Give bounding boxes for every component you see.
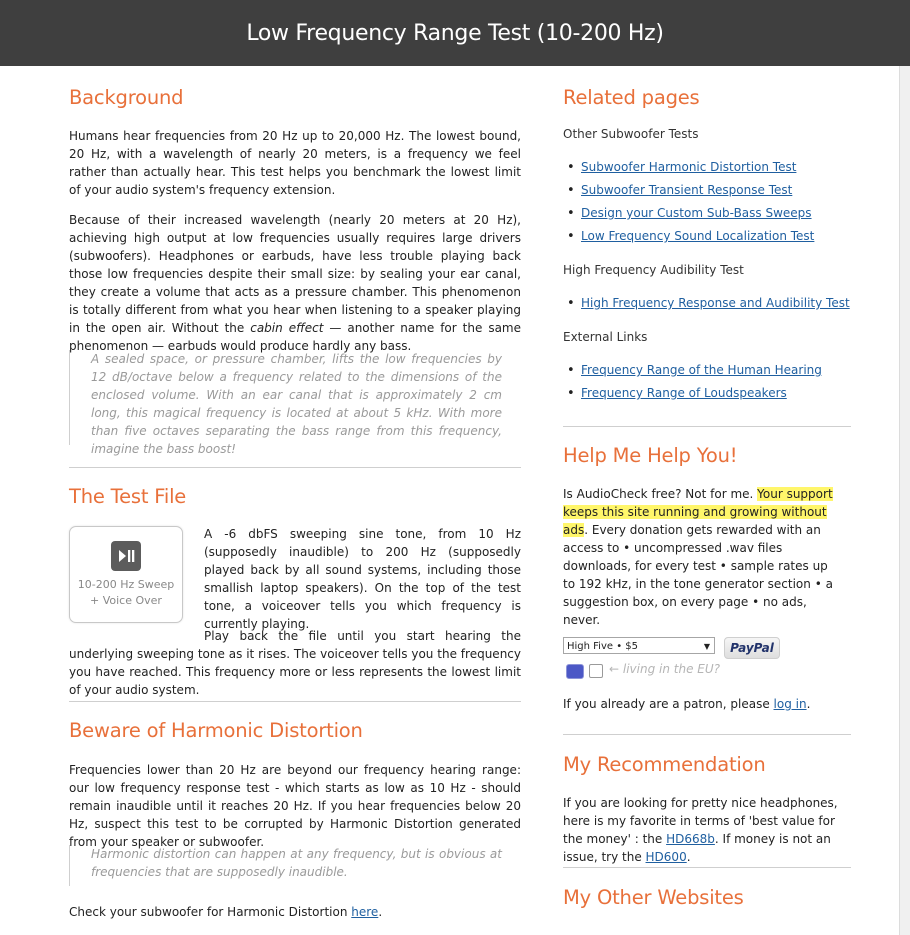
- eu-flag-icon: [566, 664, 584, 679]
- background-paragraph-1: Humans hear frequencies from 20 Hz up to 20,000 Hz. The lowest bound, 20 Hz, with a wavelength of nearly 20 meters, is a frequency we feel rather than actually hear. This test helps you benchmark the lowest limit of your audio system's frequency extension.: [69, 129, 521, 197]
- check-end: .: [378, 905, 383, 919]
- recommendation-paragraph: [563, 794, 851, 866]
- high-frequency-label: High Frequency Audibility Test: [563, 263, 744, 277]
- background-paragraph-2: [69, 211, 521, 355]
- high-frequency-list: [563, 292, 861, 315]
- hd600-link[interactable]: HD600: [645, 850, 687, 864]
- paypal-label: PayPal: [730, 641, 774, 655]
- player-label-line1: 10-200 Hz Sweep: [77, 578, 175, 591]
- background-heading: Background: [69, 86, 184, 109]
- recommendation-heading: My Recommendation: [563, 753, 766, 776]
- harmonic-distortion-quote: Harmonic distortion can happen at any frequency, but is obvious at frequencies that are supposedly inaudible.: [69, 845, 502, 886]
- player-label-line2: + Voice Over: [90, 594, 162, 607]
- recommendation-end: .: [686, 850, 691, 864]
- section-divider: [563, 867, 851, 868]
- external-links-list: [563, 359, 861, 405]
- list-item: [581, 156, 861, 179]
- audio-player[interactable]: [69, 526, 183, 623]
- page-title: Low Frequency Range Test (10-200 Hz): [246, 20, 664, 46]
- scrollbar[interactable]: [899, 66, 910, 935]
- paypal-button[interactable]: [724, 637, 780, 659]
- page-header: [0, 0, 910, 66]
- subwoofer-tests-list: [563, 156, 861, 248]
- play-pause-icon[interactable]: [111, 541, 141, 571]
- distortion-check-line: [69, 903, 521, 921]
- distortion-paragraph: Frequencies lower than 20 Hz are beyond our frequency hearing range: our low frequency response test - which starts as low as 10 Hz - should remain inaudible until it reaches 20 Hz. If you hear frequencies below 20 Hz, suspect this test to be corrupted by Harmonic Distortion generated from your speaker or subwoofer.: [69, 763, 521, 849]
- section-divider: [563, 426, 851, 427]
- donation-select-value: High Five • $5: [567, 641, 639, 652]
- hd668b-link[interactable]: HD668b: [666, 832, 715, 846]
- donation-select[interactable]: [563, 637, 715, 654]
- sound-localization-link[interactable]: Low Frequency Sound Localization Test: [581, 229, 815, 243]
- help-text: . Every donation gets rewarded with an access to • uncompressed .wav files downloads, for every test • sample rates up to 192 kHz, in the tone generator section • a suggestion box, on every page • no ads, never.: [563, 523, 833, 627]
- cabin-effect-emphasis: cabin effect: [250, 321, 324, 335]
- patron-end: .: [806, 697, 811, 711]
- list-item: [581, 225, 861, 248]
- play-pause-glyph: [111, 541, 141, 571]
- help-heading: Help Me Help You!: [563, 444, 738, 467]
- list-item: [581, 359, 861, 382]
- eu-label: ← living in the EU?: [609, 662, 721, 676]
- list-item: [581, 179, 861, 202]
- section-divider: [69, 701, 521, 702]
- recommendation-text: . If money is not an issue, try the: [563, 832, 831, 864]
- other-subwoofer-tests-label: Other Subwoofer Tests: [563, 127, 699, 141]
- patron-text: If you already are a patron, please: [563, 697, 774, 711]
- section-divider: [563, 734, 851, 735]
- patron-line: [563, 695, 851, 713]
- test-file-paragraph-2: Play back the file until you start hearing the underlying sweeping tone as it rises. The voiceover tells you the frequency you have reached. This frequency more or less represents the lowest limit of your audio system.: [69, 629, 521, 697]
- list-item: [581, 202, 861, 225]
- external-links-label: External Links: [563, 330, 648, 344]
- help-text: Is AudioCheck free? Not for me.: [563, 487, 758, 501]
- pressure-chamber-quote: A sealed space, or pressure chamber, lifts the low frequencies by 12 dB/octave below a frequency related to the dimensions of the enclosed volume. With an ear canal that is approximately 2 cm long, this magical frequency is located at about 5 kHz. With more than five octaves separating the bass range from this frequency, imagine the bass boost!: [69, 350, 502, 445]
- log-in-link[interactable]: log in: [773, 697, 807, 711]
- related-pages-heading: Related pages: [563, 86, 700, 109]
- recommendation-text: If you are looking for pretty nice headphones, here is my favorite in terms of 'best value for the money' : the: [563, 796, 838, 846]
- test-file-paragraph-1: A -6 dbFS sweeping sine tone, from 10 Hz (supposedly inaudible) to 200 Hz (supposedly played back by all sound systems, including those smallish laptop speakers). On the top of the test tone, a voiceover tells you which frequency is currently playing.: [204, 527, 521, 631]
- harmonic-distortion-link[interactable]: here: [351, 905, 379, 919]
- subwoofer-harmonic-distortion-link[interactable]: Subwoofer Harmonic Distortion Test: [581, 160, 797, 174]
- custom-sub-bass-sweeps-link[interactable]: Design your Custom Sub-Bass Sweeps: [581, 206, 812, 220]
- distortion-heading: Beware of Harmonic Distortion: [69, 719, 363, 742]
- loudspeakers-range-link[interactable]: Frequency Range of Loudspeakers: [581, 386, 787, 400]
- eu-checkbox[interactable]: [589, 664, 603, 678]
- high-frequency-audibility-link[interactable]: High Frequency Response and Audibility Test: [581, 296, 850, 310]
- paragraph-text: — another name for the same phenomenon — earbuds would produce hardly any bass.: [69, 321, 521, 353]
- list-item: [581, 382, 861, 405]
- paragraph-text: Because of their increased wavelength (nearly 20 meters at 20 Hz), achieving high output at low frequencies usually requires large drivers (subwoofers). Headphones or earbuds, have less trouble playing back those low frequencies despite their small size: by sealing your ear canal, they create a volume that acts as a pressure chamber. This phenomenon is totally different from what you hear when listening to a speaker playing in the open air. Without the: [69, 213, 521, 335]
- subwoofer-transient-response-link[interactable]: Subwoofer Transient Response Test: [581, 183, 793, 197]
- help-paragraph: [563, 485, 843, 629]
- list-item: [581, 292, 861, 315]
- section-divider: [69, 467, 521, 468]
- support-highlight: Your support keeps this site running and growing without ads: [563, 487, 833, 537]
- chevron-down-icon: ▼: [703, 642, 710, 651]
- check-text: Check your subwoofer for Harmonic Distortion: [69, 905, 352, 919]
- test-file-heading: The Test File: [69, 485, 187, 508]
- human-hearing-range-link[interactable]: Frequency Range of the Human Hearing: [581, 363, 822, 377]
- other-websites-heading: My Other Websites: [563, 886, 744, 909]
